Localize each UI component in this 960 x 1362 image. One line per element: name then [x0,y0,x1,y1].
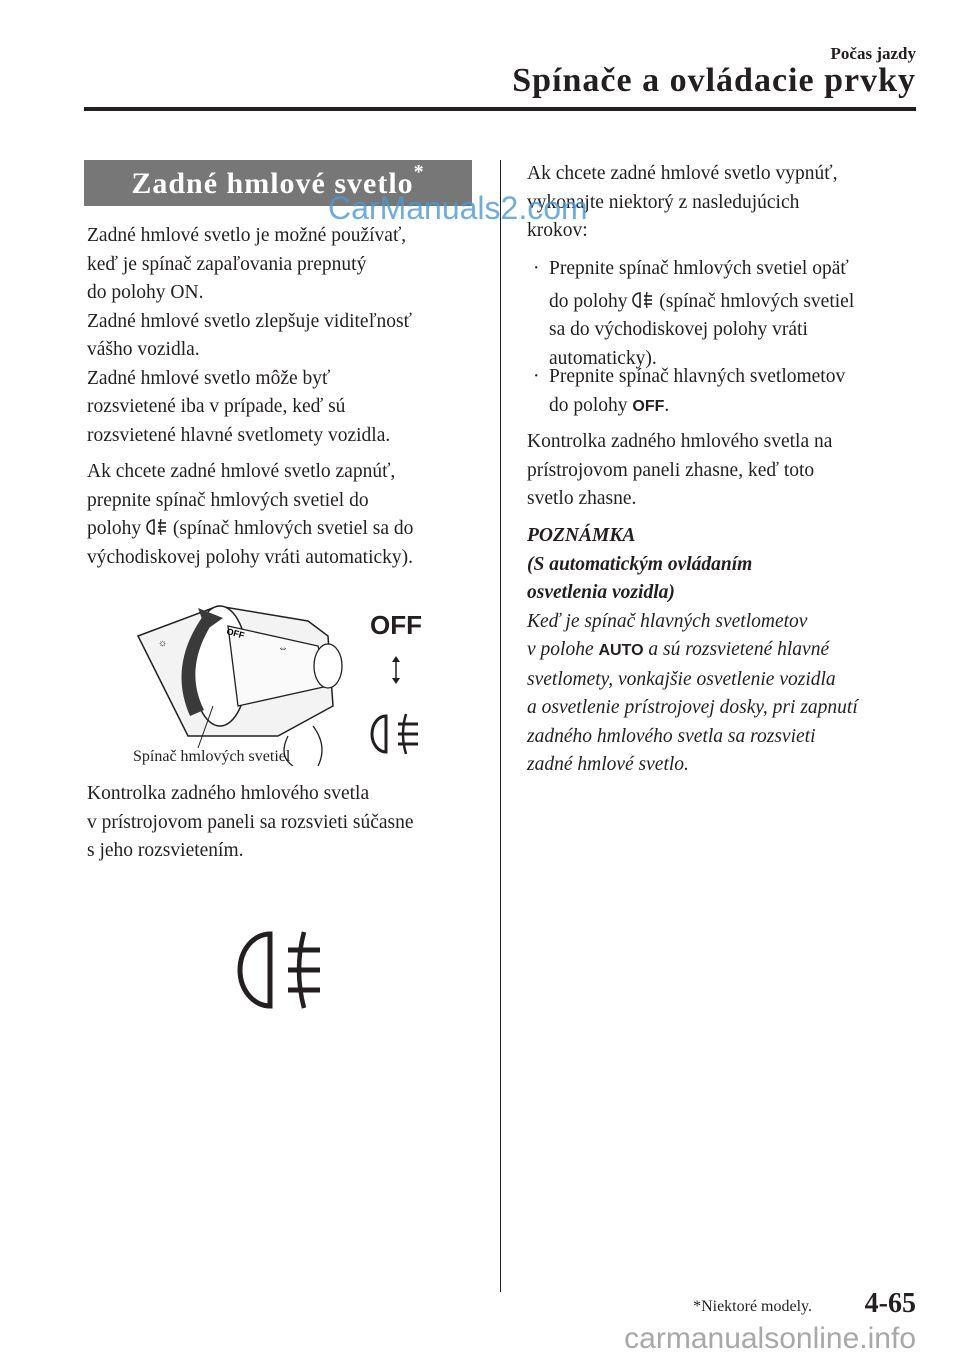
article-title: Zadné hmlové svetlo [131,167,414,200]
watermark-bottom: carmanualsonline.info [624,1322,916,1355]
turn-off-line: Ak chcete zadné hmlové svetlo vypnúť, [527,163,838,184]
intro-line: keď je spínač zapaľovania prepnutý [87,253,367,275]
indicator-line: s jeho rozsvietením. [87,840,244,861]
turn-off-line: krokov: [527,220,588,241]
indicator-paragraph [87,780,477,866]
intro-line: Zadné hmlové svetlo je možné používať, [87,225,407,246]
footnote: *Niektoré modely. [693,1298,812,1315]
turn-on-line3-post: (spínač hmlových svetiel sa do [172,518,414,539]
figure-caption: Spínač hmlových svetiel [133,748,291,765]
turn-on-line3-pre: polohy [87,518,142,539]
auto-position-badge: AUTO [598,642,644,659]
bullet-line-post: . [664,394,670,416]
svg-text:⇔: ⇔ [278,643,288,654]
bullet-line: Prepnite spínač hmlových svetiel opäť [549,258,849,279]
bullet-line [549,288,929,317]
fog-switch-illustration [128,596,448,766]
bullet-line-pre: do polohy [549,290,628,312]
note-subtitle: osvetlenia vozidla) [527,582,675,603]
turn-on-line: prepnite spínač hmlových svetiel do [87,489,369,511]
turn-on-line [87,515,477,544]
bullet-line: sa do východiskovej polohy vráti [549,319,808,340]
bullet-line-post: (spínač hmlových svetiel [659,290,855,312]
off-position-badge: OFF [632,397,665,415]
turn-on-line: východiskovej polohy vráti automaticky). [87,546,414,568]
intro-line: rozsvietené iba v prípade, keď sú [87,396,346,417]
rear-fog-indicator-icon [236,930,326,1010]
intro-line: rozsvietené hlavné svetlomety vozidla. [87,424,391,446]
intro-line: do polohy ON. [87,282,204,303]
bullet-dot: · [533,366,540,387]
indicator-line: Kontrolka zadného hmlového svetla [87,783,370,804]
turn-on-line: Ak chcete zadné hmlové svetlo zapnúť, [87,461,396,482]
bullet-line: Prepnite spínač hlavných svetlometov [549,366,846,387]
turn-off-indicator-line: svetlo zhasne. [527,488,637,509]
note-line: a osvetlenie prístrojovej dosky, pri zapnutí [527,697,858,718]
intro-line: Zadné hmlové svetlo môže byť [87,367,331,389]
bullet-item-headlight-switch [533,363,929,421]
note-line-post: a sú rozsvietené hlavné [648,639,830,660]
indicator-line: v prístrojovom paneli sa rozsvieti súčasne [87,811,414,833]
intro-line: vášho vozidla. [87,339,200,360]
column-divider [500,160,501,1292]
bullet-line [549,392,929,422]
watermark-top: CarManuals2.com [328,190,588,226]
bullet-line-pre: do polohy [549,394,628,416]
note-line: zadné hmlové svetlo. [527,754,689,775]
bullet-dot: · [533,258,540,279]
note-label: POZNÁMKA [527,525,636,546]
bullet-item-fog-switch [533,255,929,373]
note-line-pre: v polohe [527,639,594,660]
page-number: 4-65 [864,1288,916,1319]
figure-fog-icon [372,714,418,754]
rear-fog-light-icon [146,518,168,536]
svg-text:OFF: OFF [225,626,246,641]
turn-off-indicator-line: prístrojovom paneli zhasne, keď toto [527,459,815,481]
rear-fog-light-icon [632,291,654,309]
note-line: Keď je spínač hlavných svetlometov [527,610,808,632]
note-block [527,522,922,780]
title-asterisk: * [413,161,425,183]
turn-off-line: vykonajte niektorý z nasledujúcich [527,191,800,213]
bullet-line: automaticky). [549,347,657,369]
turn-off-indicator-paragraph [527,428,922,514]
note-line [527,636,922,666]
note-line: zadného hmlového svetla sa rozsvieti [527,725,816,747]
turn-on-paragraph [87,458,477,572]
note-subtitle: (S automatickým ovládaním [527,553,753,575]
turn-off-indicator-line: Kontrolka zadného hmlového svetla na [527,431,833,452]
note-line: svetlomety, vonkajšie osvetlenie vozidla [527,668,836,690]
section-label: Počas jazdy [830,44,916,63]
figure-off-label: OFF [370,610,422,640]
svg-text:☼: ☼ [158,638,168,649]
intro-paragraph [87,222,477,450]
page-heading: Spínače a ovládacie prvky [512,62,916,99]
intro-line: Zadné hmlové svetlo zlepšuje viditeľnosť [87,310,412,332]
header-rule [84,107,916,111]
